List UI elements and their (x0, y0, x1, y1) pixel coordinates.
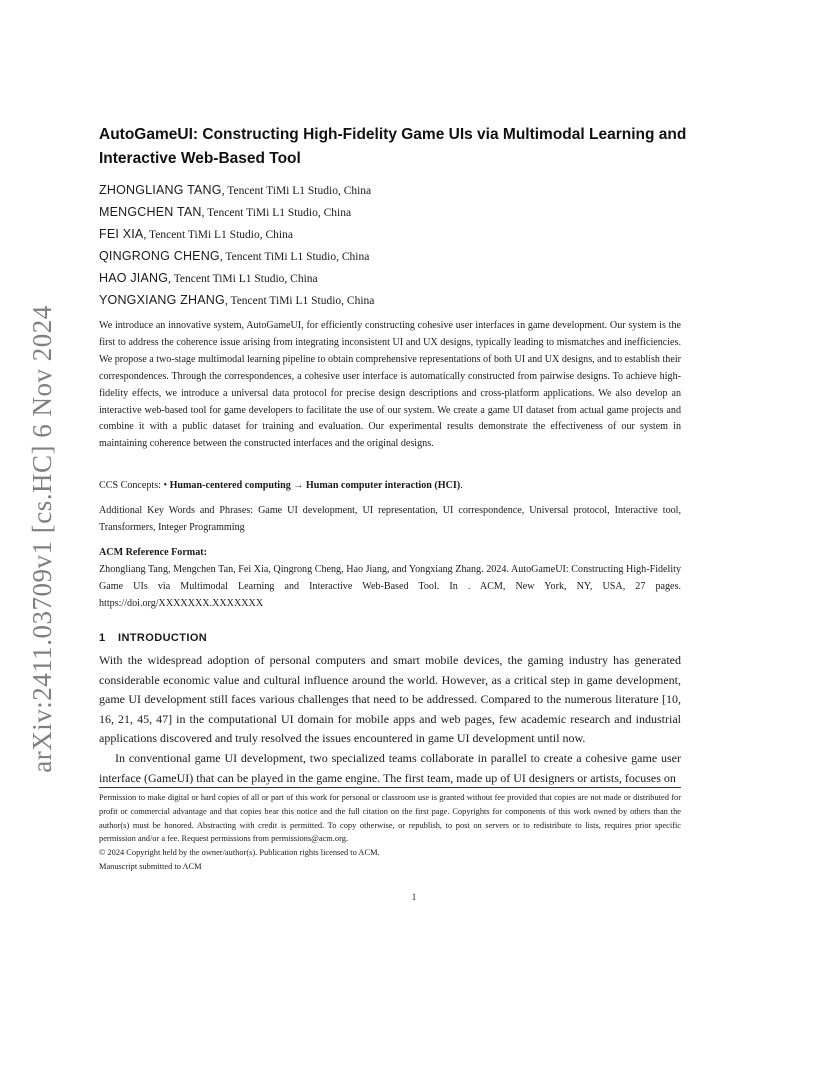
section-heading (99, 630, 207, 646)
copyright-notice: © 2024 Copyright held by the owner/author(s). Publication rights licensed to ACM. (99, 848, 380, 858)
paper-title: AutoGameUI: Constructing High-Fidelity Game UIs via Multimodal Learning and Interactive Web-Based Tool (99, 126, 687, 167)
permission-notice: Permission to make digital or hard copies of all or part of this work for personal or classroom use is granted without fee provided that copies are not made or distributed for profit or commercial advantage and that copies bear this notice and the full citation on the first page. Copyrights for components of this work owned by others than the author(s) must be honored. Abstracting with credit is permitted. To copy otherwise, or republish, to post on servers or to redistribute to lists, requires prior specific permission and/or a fee. Request permissions from permissions@acm.org. (99, 793, 681, 844)
author-name: MENGCHEN TAN (99, 205, 202, 219)
manuscript-notice: Manuscript submitted to ACM (99, 861, 202, 871)
keywords: Additional Key Words and Phrases: Game UI development, UI representation, UI correspondence, Universal protocol, Interactive tool, Transformers, Integer Programming (99, 505, 681, 533)
author-name: ZHONGLIANG TANG (99, 183, 222, 197)
section-title: INTRODUCTION (118, 632, 208, 644)
abstract: We introduce an innovative system, AutoGameUI, for efficiently constructing cohesive user interfaces in game development. Our system is the first to address the coherence issue arising from integrating inconsistent UI and UX designs, typically leading to mismatches and inefficiencies. We propose a two-stage multimodal learning pipeline to obtain comprehensive representations of both UI and UX designs, and to establish their correspondences. Through the correspondences, a cohesive user interface is automatically constructed from pairwise designs. To achieve high-fidelity effects, we introduce a universal data protocol for precise design descriptions and cross-platform applications. We also develop an interactive web-based tool for game developers to facilitate the use of our system. We create a game UI dataset from actual game projects and combine it with a public dataset for training and evaluation. Our experimental results demonstrate the effectiveness of our system in maintaining coherence between the constructed interfaces and the original designs. (99, 320, 681, 450)
footnote (99, 791, 681, 874)
footnote-rule (99, 787, 681, 788)
arxiv-stamp: arXiv:2411.03709v1 [cs.HC] 6 Nov 2024 (27, 305, 57, 773)
introduction-body (99, 651, 681, 788)
author-name: FEI XIA (99, 227, 144, 241)
author-affiliation: , Tencent TiMi L1 Studio, China (201, 207, 352, 219)
page-number: 1 (411, 892, 417, 902)
author-name: YONGXIANG ZHANG (99, 293, 225, 307)
ccs-arrow: → (290, 480, 306, 491)
ccs-subconcept: Human computer interaction (HCI) (305, 480, 461, 491)
author-name: HAO JIANG (99, 271, 169, 285)
acm-reference: Zhongliang Tang, Mengchen Tan, Fei Xia, Qingrong Cheng, Hao Jiang, and Yongxiang Zhang. 2024. AutoGameUI: Constructing High-Fidelity Game UIs via Multimodal Learning and Interactive Web-Based Tool. In . ACM, New York, NY, USA, 27 pages. https://doi.org/XXXXXXX.XXXXXXX (99, 564, 681, 609)
acm-reference-heading: ACM Reference Format: (99, 547, 207, 558)
author-affiliation: , Tencent TiMi L1 Studio, China (143, 229, 293, 241)
author-entry (99, 201, 699, 223)
paragraph: In conventional game UI development, two specialized teams collaborate in parallel to create a cohesive game user interface (GameUI) that can be played in the game engine. The first team, made up of UI designers or artists, focuses on (99, 750, 681, 785)
author-affiliation: , Tencent TiMi L1 Studio, China (221, 185, 372, 197)
ccs-label: CCS Concepts: • (99, 480, 170, 491)
author-affiliation: , Tencent TiMi L1 Studio, China (168, 273, 318, 285)
ccs-concepts (99, 478, 681, 494)
author-entry (99, 223, 699, 245)
author-affiliation: , Tencent TiMi L1 Studio, China (219, 251, 370, 263)
author-entry (99, 179, 699, 201)
ccs-end: . (460, 480, 463, 491)
paragraph: With the widespread adoption of personal computers and smart mobile devices, the gaming industry has generated considerable economic value and cultural influence around the world. However, as a critical step in game development, game UI development still faces various challenges that need to be addressed. Compared to the numerous literature [10, 16, 21, 45, 47] in the computational UI domain for mobile apps and web pages, few academic research and industrial applications discovered and truly resolved the issues encountered in game UI development until now. (99, 653, 681, 746)
section-number: 1 (99, 632, 106, 644)
author-entry (99, 289, 699, 311)
ccs-concept: Human-centered computing (169, 480, 291, 491)
author-entry (99, 245, 699, 267)
author-list (99, 179, 699, 311)
author-entry (99, 267, 699, 289)
author-name: QINGRONG CHENG (99, 249, 220, 263)
author-affiliation: , Tencent TiMi L1 Studio, China (224, 295, 375, 307)
